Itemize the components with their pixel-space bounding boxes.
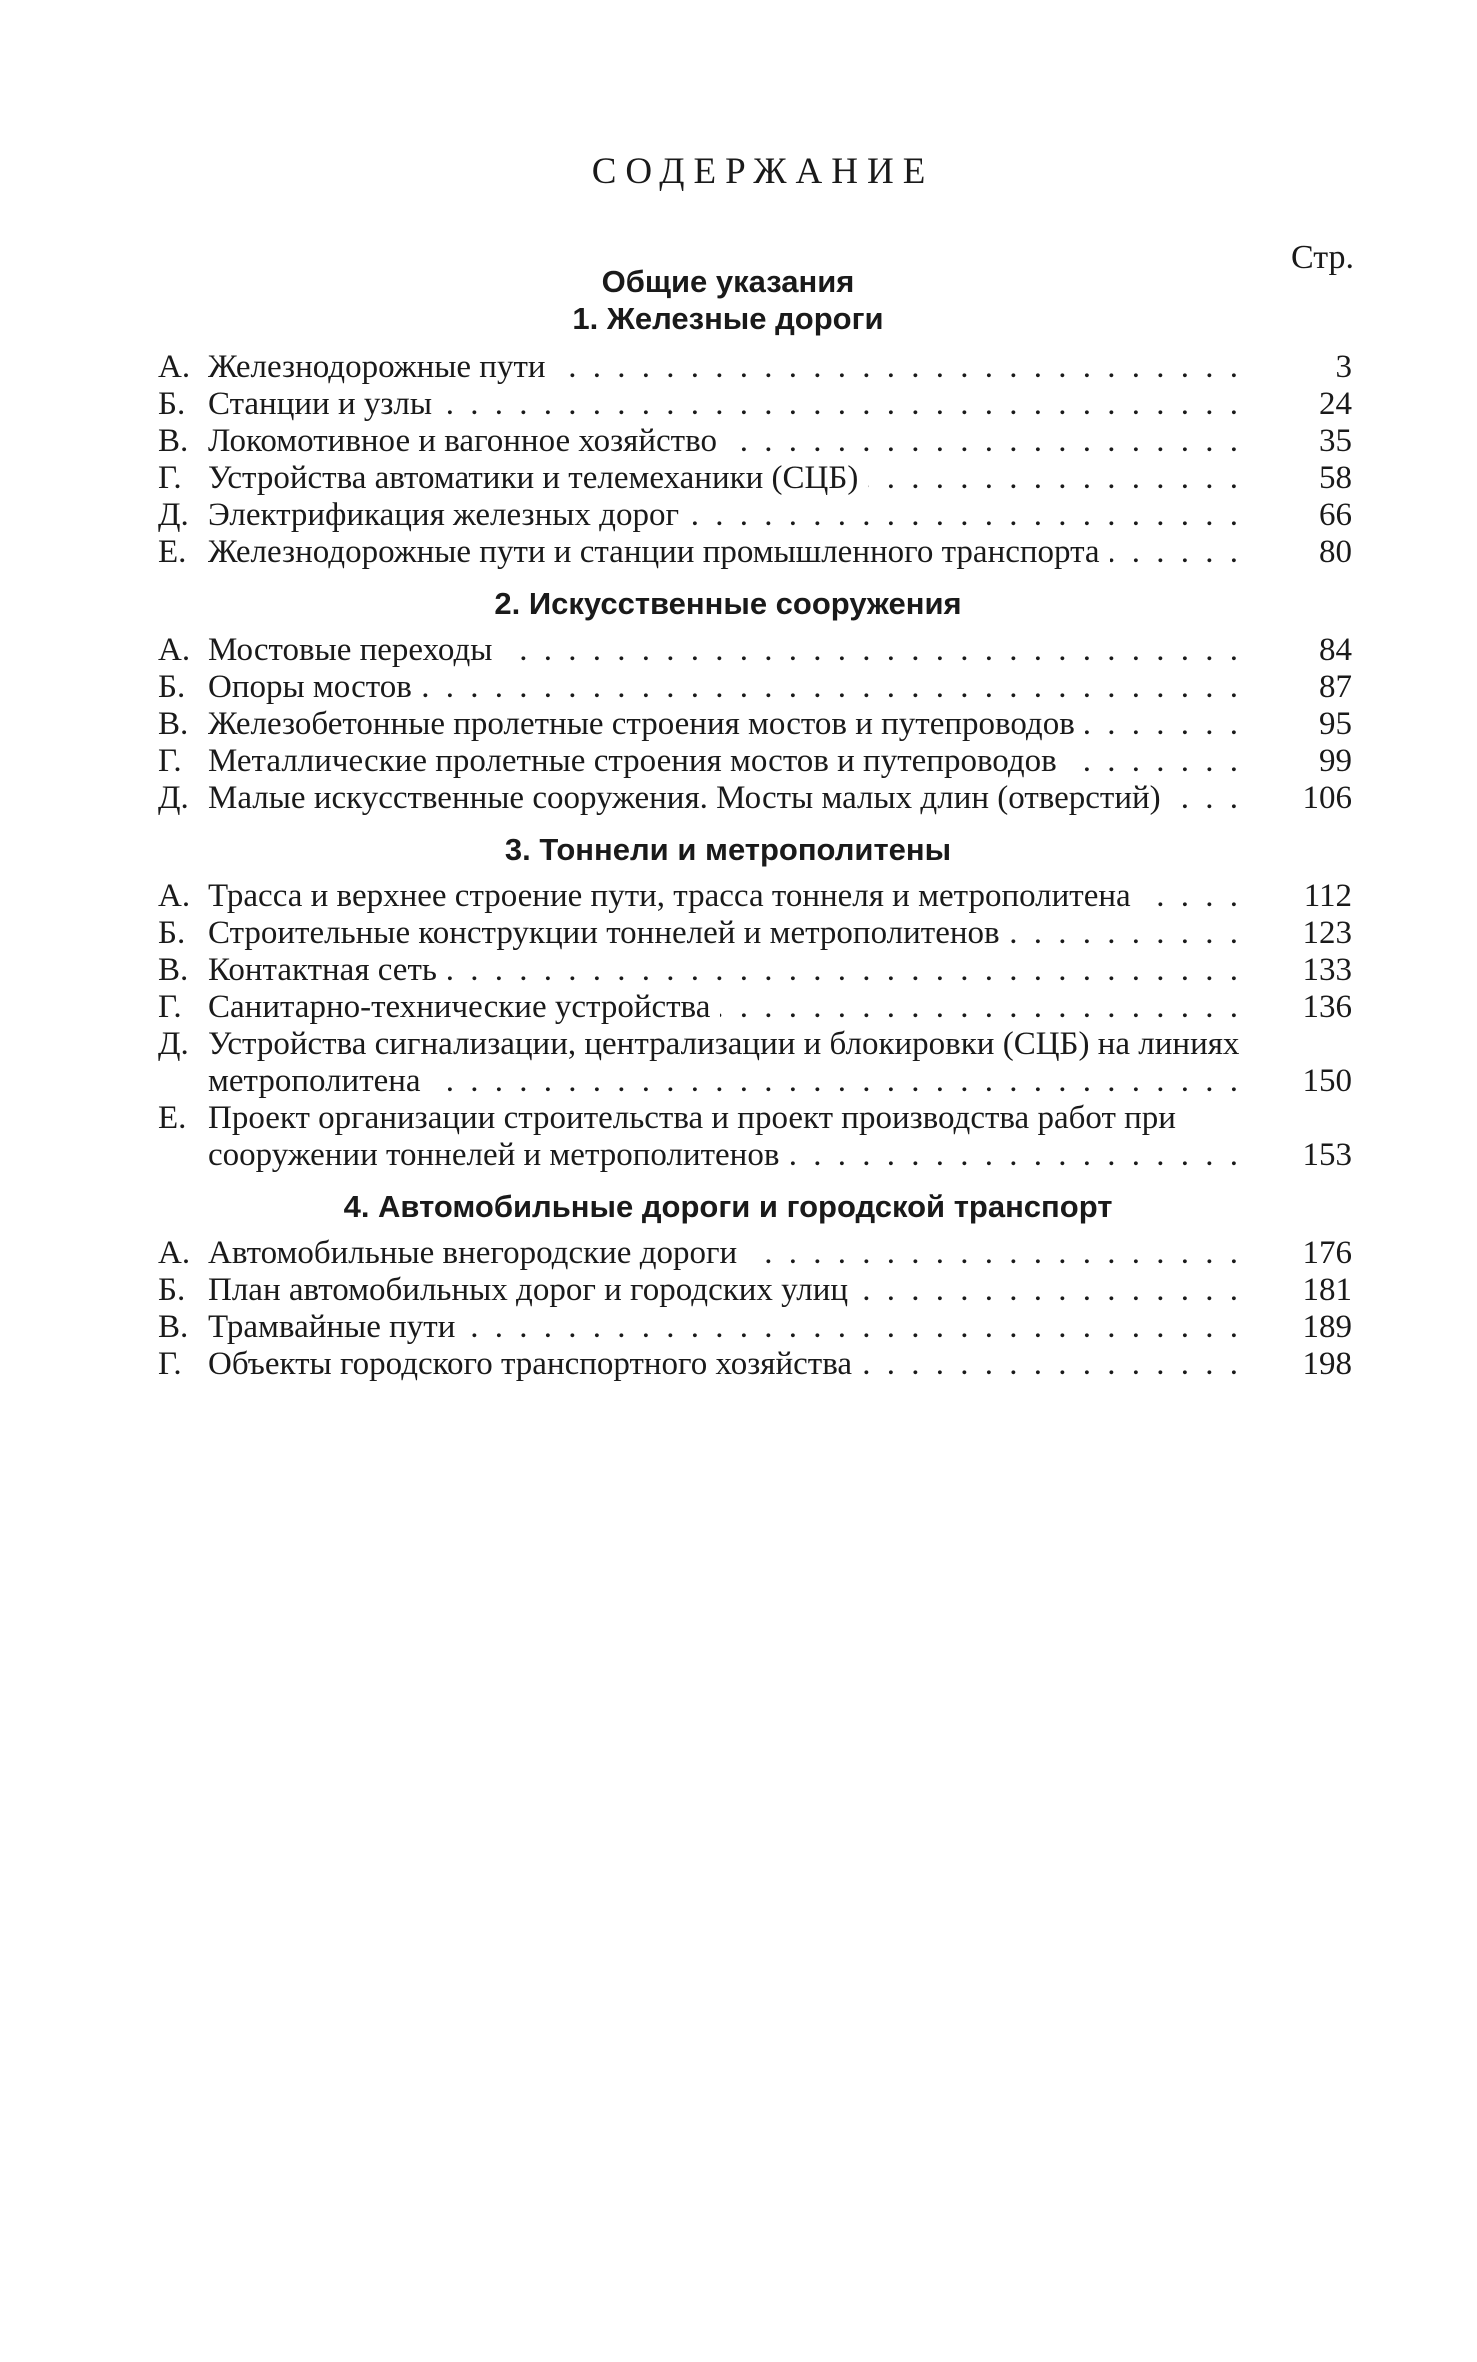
toc-entry[interactable] [158,497,1358,534]
toc-entry[interactable] [158,423,1358,460]
entry-title: Объекты городского транспортного хозяйства [208,1346,862,1382]
toc-entry[interactable] [158,1309,1358,1346]
entry-title: Устройства автоматики и телемеханики (СЦБ) [208,460,868,496]
entry-title-wrap [208,386,1242,423]
section-entries [158,632,1358,817]
entry-title-wrap [208,915,1242,952]
toc-entry[interactable] [158,952,1358,989]
entry-title: Проект организации строительства и проект производства работ при сооружении тоннелей и метрополитенов [208,1100,1176,1173]
toc-entry[interactable] [158,669,1358,706]
entry-page-number: 181 [1302,1272,1352,1308]
entry-title-wrap [208,780,1242,817]
toc-entry[interactable] [158,878,1358,915]
toc-entry[interactable] [158,349,1358,386]
entry-title-wrap [208,1235,1242,1272]
table-of-contents [158,150,1358,1383]
entry-page-number: 123 [1302,915,1352,951]
entry-letter: В. [158,423,189,459]
toc-entry[interactable] [158,386,1358,423]
entry-page-number: 133 [1302,952,1352,988]
entry-letter: В. [158,952,189,988]
entry-letter: Г. [158,989,182,1025]
entry-title: Трасса и верхнее строение пути, трасса тоннеля и метрополитена [208,878,1141,914]
section-heading: 3. Тоннели и метрополитены [504,832,952,867]
entry-title: Контактная сеть [208,952,447,988]
entry-page-number: 66 [1319,497,1352,533]
entry-title: Устройства сигнализации, централизации и блокировки (СЦБ) на линиях метрополитена [208,1026,1240,1099]
entry-letter: Б. [158,386,186,422]
entry-title: Железнодорожные пути [208,349,556,385]
toc-entry[interactable] [158,632,1358,669]
entry-title: Санитарно-технические устройства [208,989,720,1025]
entry-page-number: 198 [1302,1346,1352,1382]
entry-letter: А. [158,349,191,385]
entry-page-number: 106 [1302,780,1352,816]
toc-entry[interactable] [158,780,1358,817]
toc-entry[interactable] [158,1100,1358,1174]
entry-page-number: 99 [1319,743,1352,779]
entry-letter: В. [158,706,189,742]
toc-entry[interactable] [158,460,1358,497]
entry-page-number: 176 [1302,1235,1352,1271]
entry-letter: Д. [158,1026,189,1062]
entry-title: Опоры мостов [208,669,422,705]
entry-title: Металлические пролетные строения мостов и путепроводов [208,743,1067,779]
entry-letter: А. [158,632,191,668]
entry-title: Локомотивное и вагонное хозяйство [208,423,727,459]
entry-letter: А. [158,878,191,914]
entry-title-wrap [208,878,1242,915]
entry-letter: Б. [158,1272,186,1308]
entry-page-number: 136 [1302,989,1352,1025]
entry-page-number: 80 [1319,534,1352,570]
entry-title-wrap [208,706,1242,743]
entry-title-wrap [208,952,1242,989]
entry-page-number: 95 [1319,706,1352,742]
entry-letter: Д. [158,497,189,533]
entry-title: Мостовые переходы [208,632,502,668]
toc-entry[interactable] [158,534,1358,571]
entry-page-number: 87 [1319,669,1352,705]
entry-title: План автомобильных дорог и городских улиц [208,1272,858,1308]
entry-title-wrap [208,1026,1242,1100]
entry-title: Станции и узлы [208,386,442,422]
entry-title-wrap [208,1309,1242,1346]
entry-title-wrap [208,423,1242,460]
entry-title-wrap [208,1346,1242,1383]
entry-title: Электрификация железных дорог [208,497,689,533]
entry-title: Автомобильные внегородские дороги [208,1235,747,1271]
entry-page-number: 24 [1319,386,1352,422]
entry-page-number: 112 [1303,878,1352,914]
entry-letter: Г. [158,460,182,496]
entry-title-wrap [208,632,1242,669]
entry-letter: Г. [158,1346,182,1382]
entry-page-number: 84 [1319,632,1352,668]
entry-title: Малые искусственные сооружения. Мосты малых длин (отверстий) [208,780,1171,816]
entry-title-wrap [208,497,1242,534]
entry-page-number: 189 [1302,1309,1352,1345]
entry-title-wrap [208,534,1242,571]
entry-title-wrap [208,349,1242,386]
entry-title-wrap [208,669,1242,706]
page-column-label: Стр. [1290,239,1354,276]
entry-letter: В. [158,1309,189,1345]
toc-sections [158,300,1358,1383]
entry-letter: Д. [158,780,189,816]
toc-entry[interactable] [158,1026,1358,1100]
toc-entry[interactable] [158,1346,1358,1383]
entry-letter: А. [158,1235,191,1271]
general-heading: Общие указания [601,264,855,299]
entry-page-number: 3 [1335,349,1352,385]
entry-title-wrap [208,460,1242,497]
section-heading: 2. Искусственные сооружения [494,586,962,621]
toc-entry[interactable] [158,915,1358,952]
entry-letter: Г. [158,743,182,779]
section-entries [158,1235,1358,1383]
entry-title: Железнодорожные пути и станции промышленного транспорта [208,534,1110,570]
toc-entry[interactable] [158,989,1358,1026]
entry-title-wrap [208,1272,1242,1309]
toc-entry[interactable] [158,1272,1358,1309]
entry-letter: Е. [158,534,187,570]
section-entries [158,349,1358,571]
entry-title-wrap [208,743,1242,780]
entry-title-wrap [208,1100,1242,1174]
entry-title: Строительные конструкции тоннелей и метрополитенов [208,915,1010,951]
section-entries [158,878,1358,1174]
entry-page-number: 150 [1302,1063,1352,1099]
entry-letter: Е. [158,1100,187,1136]
entry-page-number: 35 [1319,423,1352,459]
entry-title: Железобетонные пролетные строения мостов и путепроводов [208,706,1085,742]
page-title: СОДЕРЖАНИЕ [591,151,935,192]
toc-entry[interactable] [158,706,1358,743]
entry-page-number: 58 [1319,460,1352,496]
entry-letter: Б. [158,669,186,705]
entry-title: Трамвайные пути [208,1309,465,1345]
entry-letter: Б. [158,915,186,951]
toc-entry[interactable] [158,1235,1358,1272]
toc-entry[interactable] [158,743,1358,780]
entry-page-number: 153 [1302,1137,1352,1173]
section-heading: 4. Автомобильные дороги и городской транспорт [343,1189,1113,1224]
entry-title-wrap [208,989,1242,1026]
section-heading: 1. Железные дороги [572,301,884,336]
